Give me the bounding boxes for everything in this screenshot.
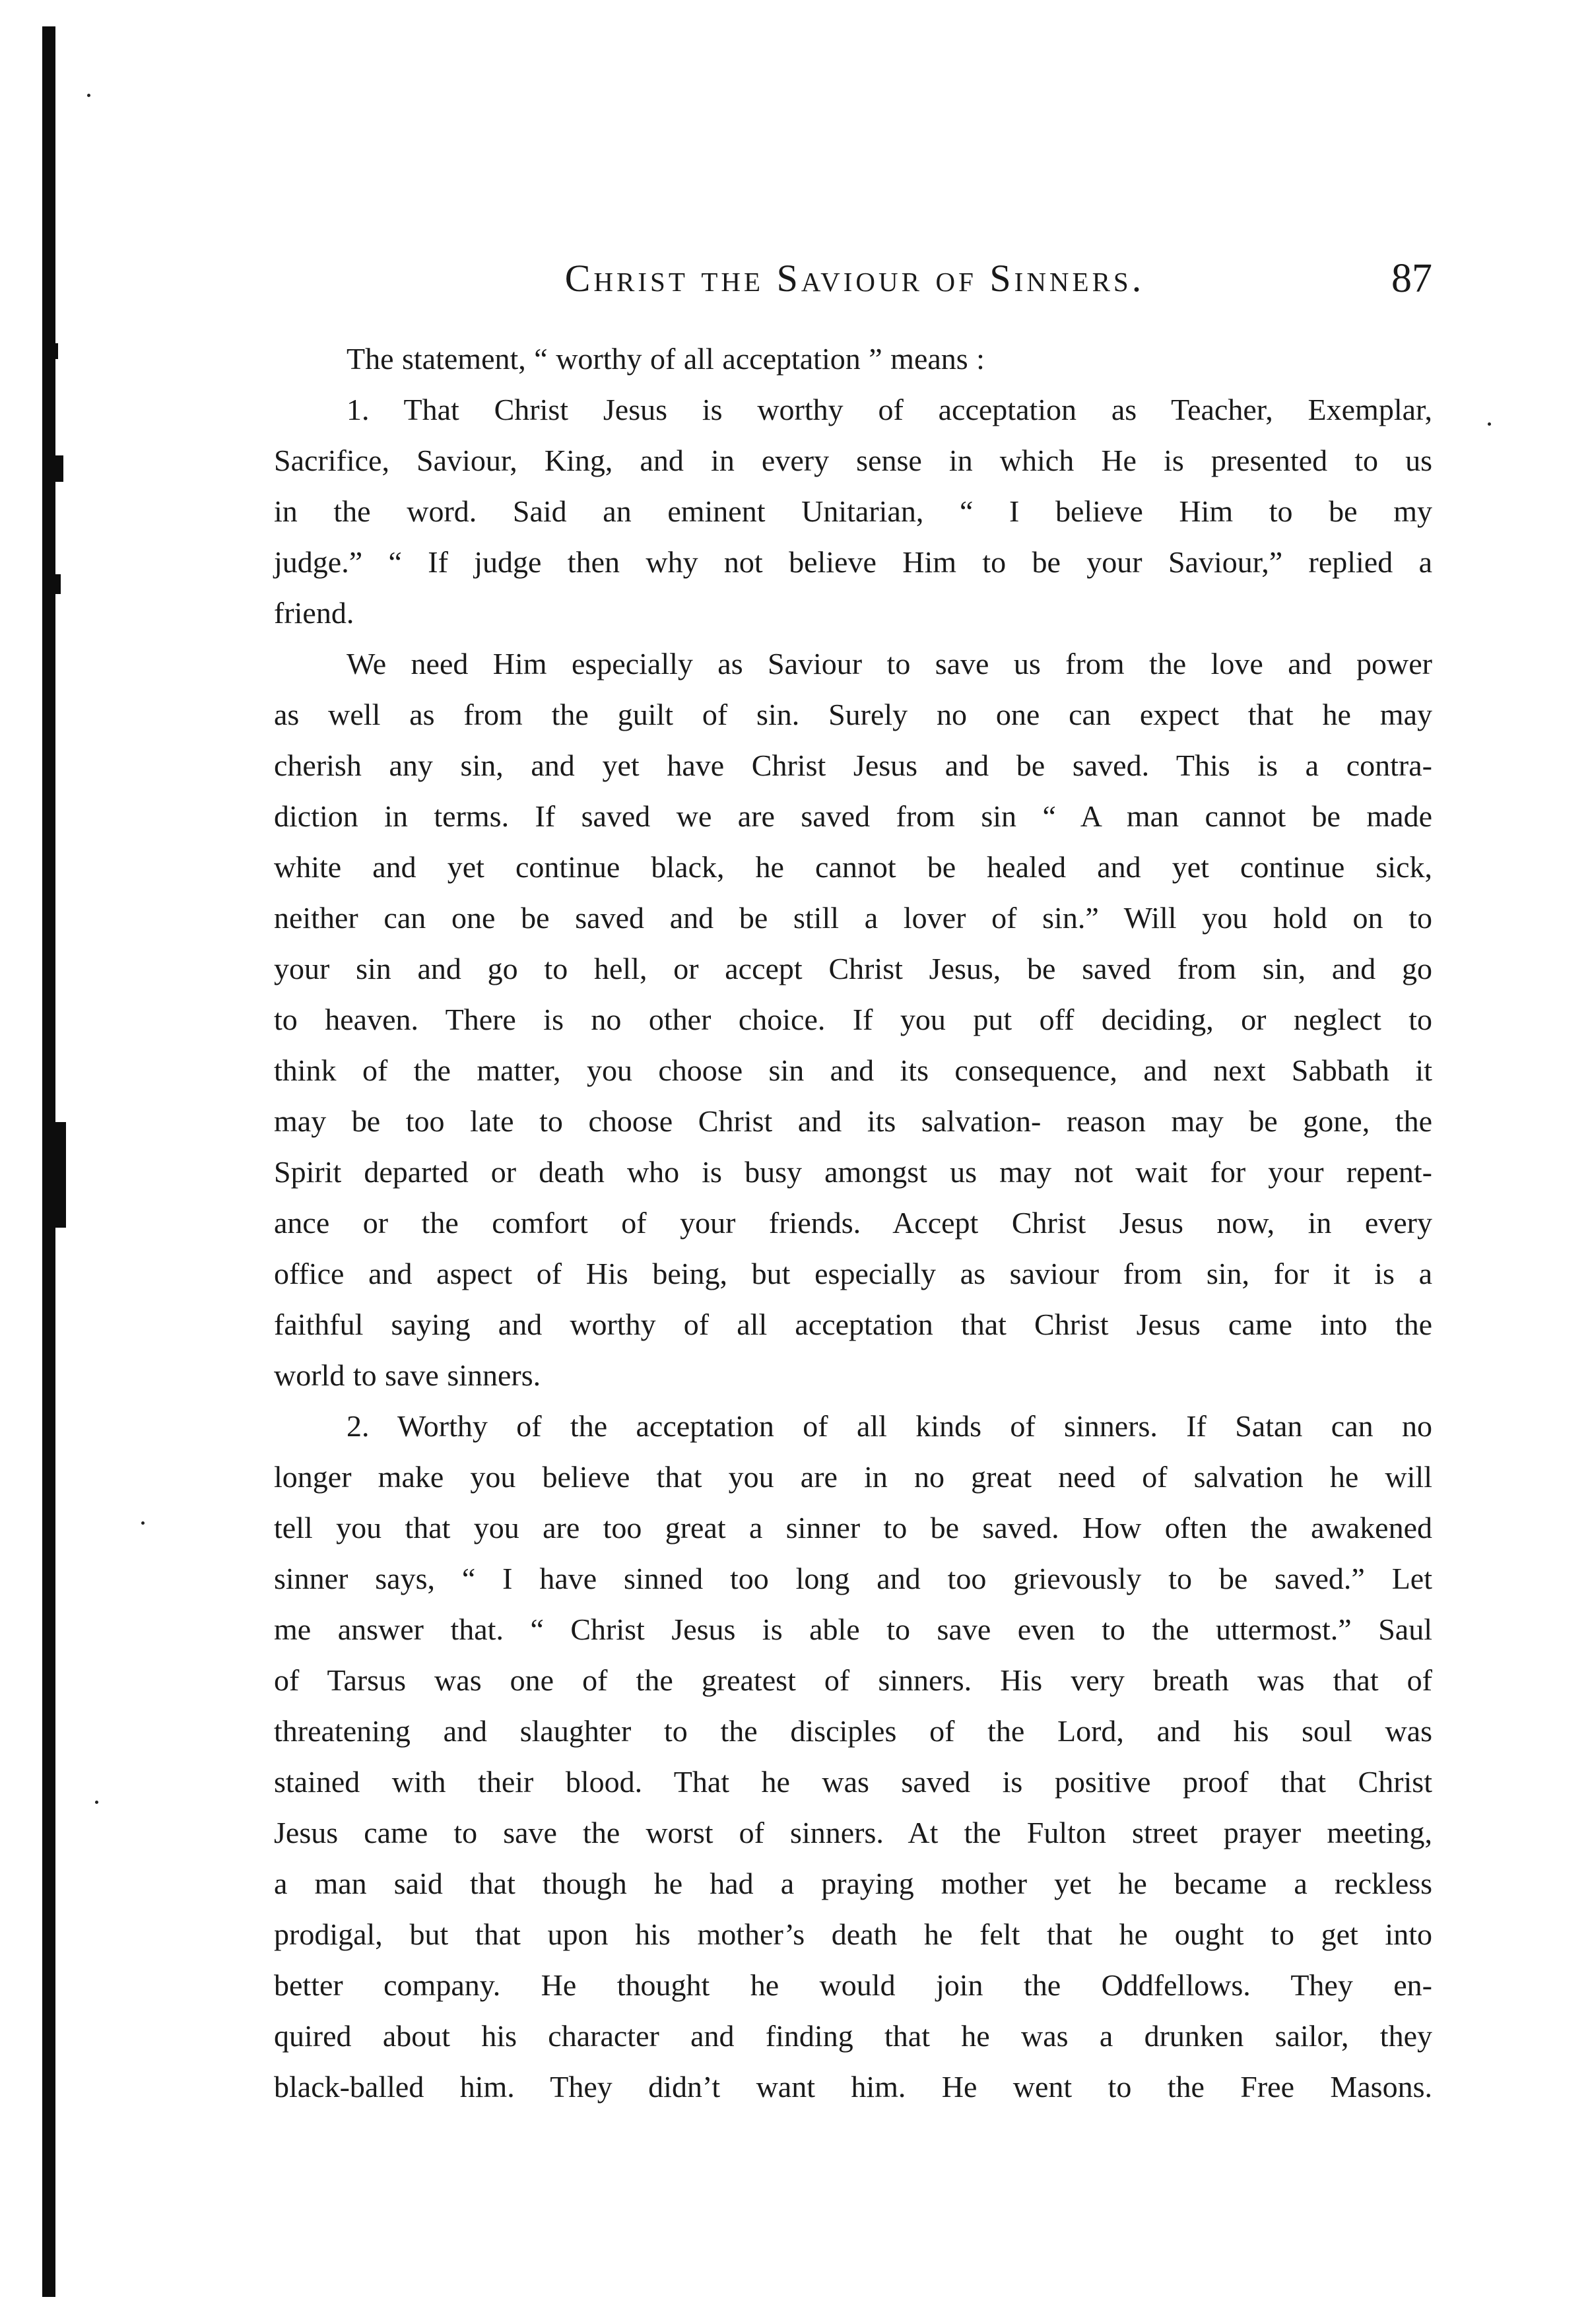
paper-speck	[95, 1801, 98, 1804]
text-line: We need Him especially as Saviour to save us from the love and power	[347, 647, 1432, 681]
text-line: Sacrifice, Saviour, King, and in every sense in which He is presented to us	[274, 444, 1432, 477]
text-line: may be too late to choose Christ and its salvation- reason may be gone, the	[274, 1104, 1432, 1138]
text-line: of Tarsus was one of the greatest of sinners. His very breath was that of	[274, 1663, 1432, 1697]
text-line: diction in terms. If saved we are saved from sin “ A man cannot be made	[274, 799, 1432, 833]
running-title: Christ the Saviour of Sinners.	[564, 257, 1145, 300]
text-line: sinner says, “ I have sinned too long and too grievously to be saved.” Let	[274, 1562, 1432, 1595]
text-line: to heaven. There is no other choice. If you put off deciding, or neglect to	[274, 1003, 1432, 1036]
binding-notch	[51, 574, 61, 594]
text-line: me answer that. “ Christ Jesus is able to save even to the uttermost.” Saul	[274, 1612, 1432, 1646]
text-line: office and aspect of His being, but especially as saviour from sin, for it is a	[274, 1257, 1432, 1290]
text-line: quired about his character and finding that he was a drunken sailor, they	[274, 2019, 1432, 2053]
text-line: friend.	[274, 596, 354, 630]
text-line: world to save sinners.	[274, 1358, 541, 1392]
page-number: 87	[1391, 256, 1432, 301]
text-line: longer make you believe that you are in no great need of salvation he will	[274, 1460, 1432, 1494]
text-line: white and yet continue black, he cannot be healed and yet continue sick,	[274, 850, 1432, 884]
binding-notch	[46, 1122, 66, 1228]
text-line: tell you that you are too great a sinner to be saved. How often the awakened	[274, 1511, 1432, 1544]
text-line: ance or the comfort of your friends. Accept Christ Jesus now, in every	[274, 1206, 1432, 1240]
paper-speck	[141, 1521, 145, 1525]
running-head	[274, 246, 1432, 312]
text-line: prodigal, but that upon his mother’s death he felt that he ought to get into	[274, 1917, 1432, 1951]
body-text	[274, 333, 1432, 2112]
text-line: cherish any sin, and yet have Christ Jesus and be saved. This is a contra-	[274, 748, 1432, 782]
text-line: judge.” “ If judge then why not believe Him to be your Saviour,” replied a	[274, 545, 1432, 579]
text-line: faithful saying and worthy of all acceptation that Christ Jesus came into the	[274, 1308, 1432, 1341]
paper-speck	[87, 94, 90, 97]
text-line: as well as from the guilt of sin. Surely no one can expect that he may	[274, 698, 1432, 731]
text-line: your sin and go to hell, or accept Christ Jesus, be saved from sin, and go	[274, 952, 1432, 985]
text-line: threatening and slaughter to the disciples of the Lord, and his soul was	[274, 1714, 1432, 1748]
text-line: 2. Worthy of the acceptation of all kinds of sinners. If Satan can no	[347, 1409, 1432, 1443]
text-line: stained with their blood. That he was saved is positive proof that Christ	[274, 1765, 1432, 1799]
text-line: neither can one be saved and be still a lover of sin.” Will you hold on to	[274, 901, 1432, 935]
text-line: Jesus came to save the worst of sinners. At the Fulton street prayer meeting,	[274, 1816, 1432, 1849]
text-line: The statement, “ worthy of all acceptation ” means :	[347, 342, 985, 376]
text-line: black-balled him. They didn’t want him. He went to the Free Masons.	[274, 2070, 1432, 2104]
binding-notch	[49, 343, 58, 359]
text-line: 1. That Christ Jesus is worthy of acceptation as Teacher, Exemplar,	[347, 393, 1432, 426]
text-line: better company. He thought he would join the Oddfellows. They en-	[274, 1968, 1432, 2002]
paper-speck	[1488, 422, 1491, 426]
binding-notch	[51, 455, 63, 482]
text-line: think of the matter, you choose sin and its consequence, and next Sabbath it	[274, 1053, 1432, 1087]
text-line: Spirit departed or death who is busy amongst us may not wait for your repent-	[274, 1155, 1432, 1189]
text-line: in the word. Said an eminent Unitarian, “ I believe Him to be my	[274, 494, 1432, 528]
text-line: a man said that though he had a praying mother yet he became a reckless	[274, 1867, 1432, 1900]
